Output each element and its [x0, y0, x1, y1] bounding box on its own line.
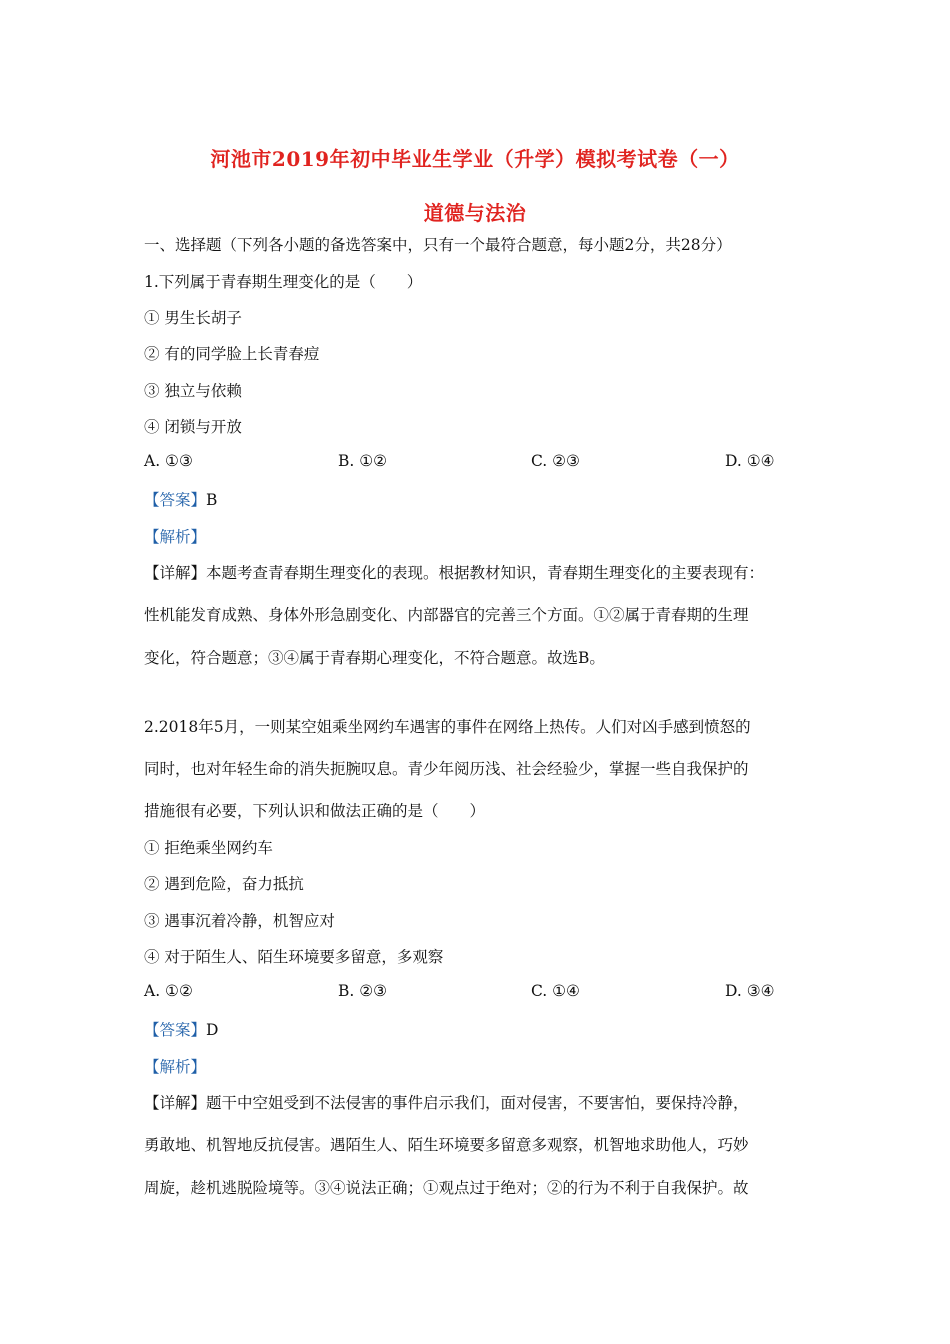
question-1-option-b: B. ①② [338, 452, 388, 470]
question-2-option-a: A. ①② [144, 982, 193, 1000]
detail-text: 本题考查青春期生理变化的表现。根据教材知识，青春期生理变化的主要表现有： [206, 564, 765, 582]
question-1-detail-line [144, 561, 764, 583]
section-heading: 一、选择题（下列各小题的备选答案中，只有一个最符合题意，每小题2分，共28分） [144, 236, 732, 254]
answer-value: B [206, 491, 218, 509]
analysis-label: 【解析】 [144, 528, 207, 546]
question-1-option-d: D. ①④ [725, 452, 775, 470]
question-2-item: ③ 遇事沉着冷静，机智应对 [144, 912, 335, 930]
page-title: 河池市2019年初中毕业生学业（升学）模拟考试卷（一） [210, 147, 740, 171]
question-1-detail-line: 变化，符合题意；③④属于青春期心理变化，不符合题意。故选B。 [144, 649, 605, 667]
question-2-stem-line: 同时，也对年轻生命的消失扼腕叹息。青少年阅历浅、社会经验少，掌握一些自我保护的 [144, 760, 749, 778]
answer-label: 【答案】 [144, 1021, 207, 1039]
detail-text: 题干中空姐受到不法侵害的事件启示我们，面对侵害，不要害怕，要保持冷静， [206, 1094, 749, 1112]
detail-label: 【详解】 [144, 564, 207, 582]
question-1-item: ① 男生长胡子 [144, 309, 242, 327]
question-2-analysis [144, 1055, 206, 1077]
analysis-label: 【解析】 [144, 1058, 207, 1076]
question-2-item: ① 拒绝乘坐网约车 [144, 839, 273, 857]
question-2-option-b: B. ②③ [338, 982, 388, 1000]
question-1-stem: 1.下列属于青春期生理变化的是（ ） [144, 273, 423, 291]
question-2-detail-line [144, 1091, 749, 1113]
question-2-answer [144, 1018, 218, 1040]
answer-label: 【答案】 [144, 491, 207, 509]
question-1-analysis [144, 525, 206, 547]
question-1-item: ③ 独立与依赖 [144, 382, 242, 400]
question-2-option-d: D. ③④ [725, 982, 775, 1000]
question-2-detail-line: 勇敢地、机智地反抗侵害。遇陌生人、陌生环境要多留意多观察，机智地求助他人，巧妙 [144, 1136, 749, 1154]
detail-label: 【详解】 [144, 1094, 207, 1112]
question-1-item: ② 有的同学脸上长青春痘 [144, 345, 320, 363]
question-2-option-c: C. ①④ [531, 982, 580, 1000]
answer-value: D [206, 1021, 219, 1039]
question-1-item: ④ 闭锁与开放 [144, 418, 242, 436]
question-2-item: ④ 对于陌生人、陌生环境要多留意，多观察 [144, 948, 444, 966]
question-2-item: ② 遇到危险，奋力抵抗 [144, 875, 304, 893]
question-2-stem-line: 2.2018年5月，一则某空姐乘坐网约车遇害的事件在网络上热传。人们对凶手感到愤怒的 [144, 718, 751, 736]
question-2-detail-line: 周旋，趁机逃脱险境等。③④说法正确；①观点过于绝对；②的行为不利于自我保护。故 [144, 1179, 749, 1197]
question-1-option-c: C. ②③ [531, 452, 580, 470]
question-2-stem-line: 措施很有必要，下列认识和做法正确的是（ ） [144, 802, 486, 820]
question-1-option-a: A. ①③ [144, 452, 193, 470]
subject-title: 道德与法治 [423, 201, 527, 225]
question-1-answer [144, 488, 217, 510]
question-1-detail-line: 性机能发育成熟、身体外形急剧变化、内部器官的完善三个方面。①②属于青春期的生理 [144, 606, 749, 624]
